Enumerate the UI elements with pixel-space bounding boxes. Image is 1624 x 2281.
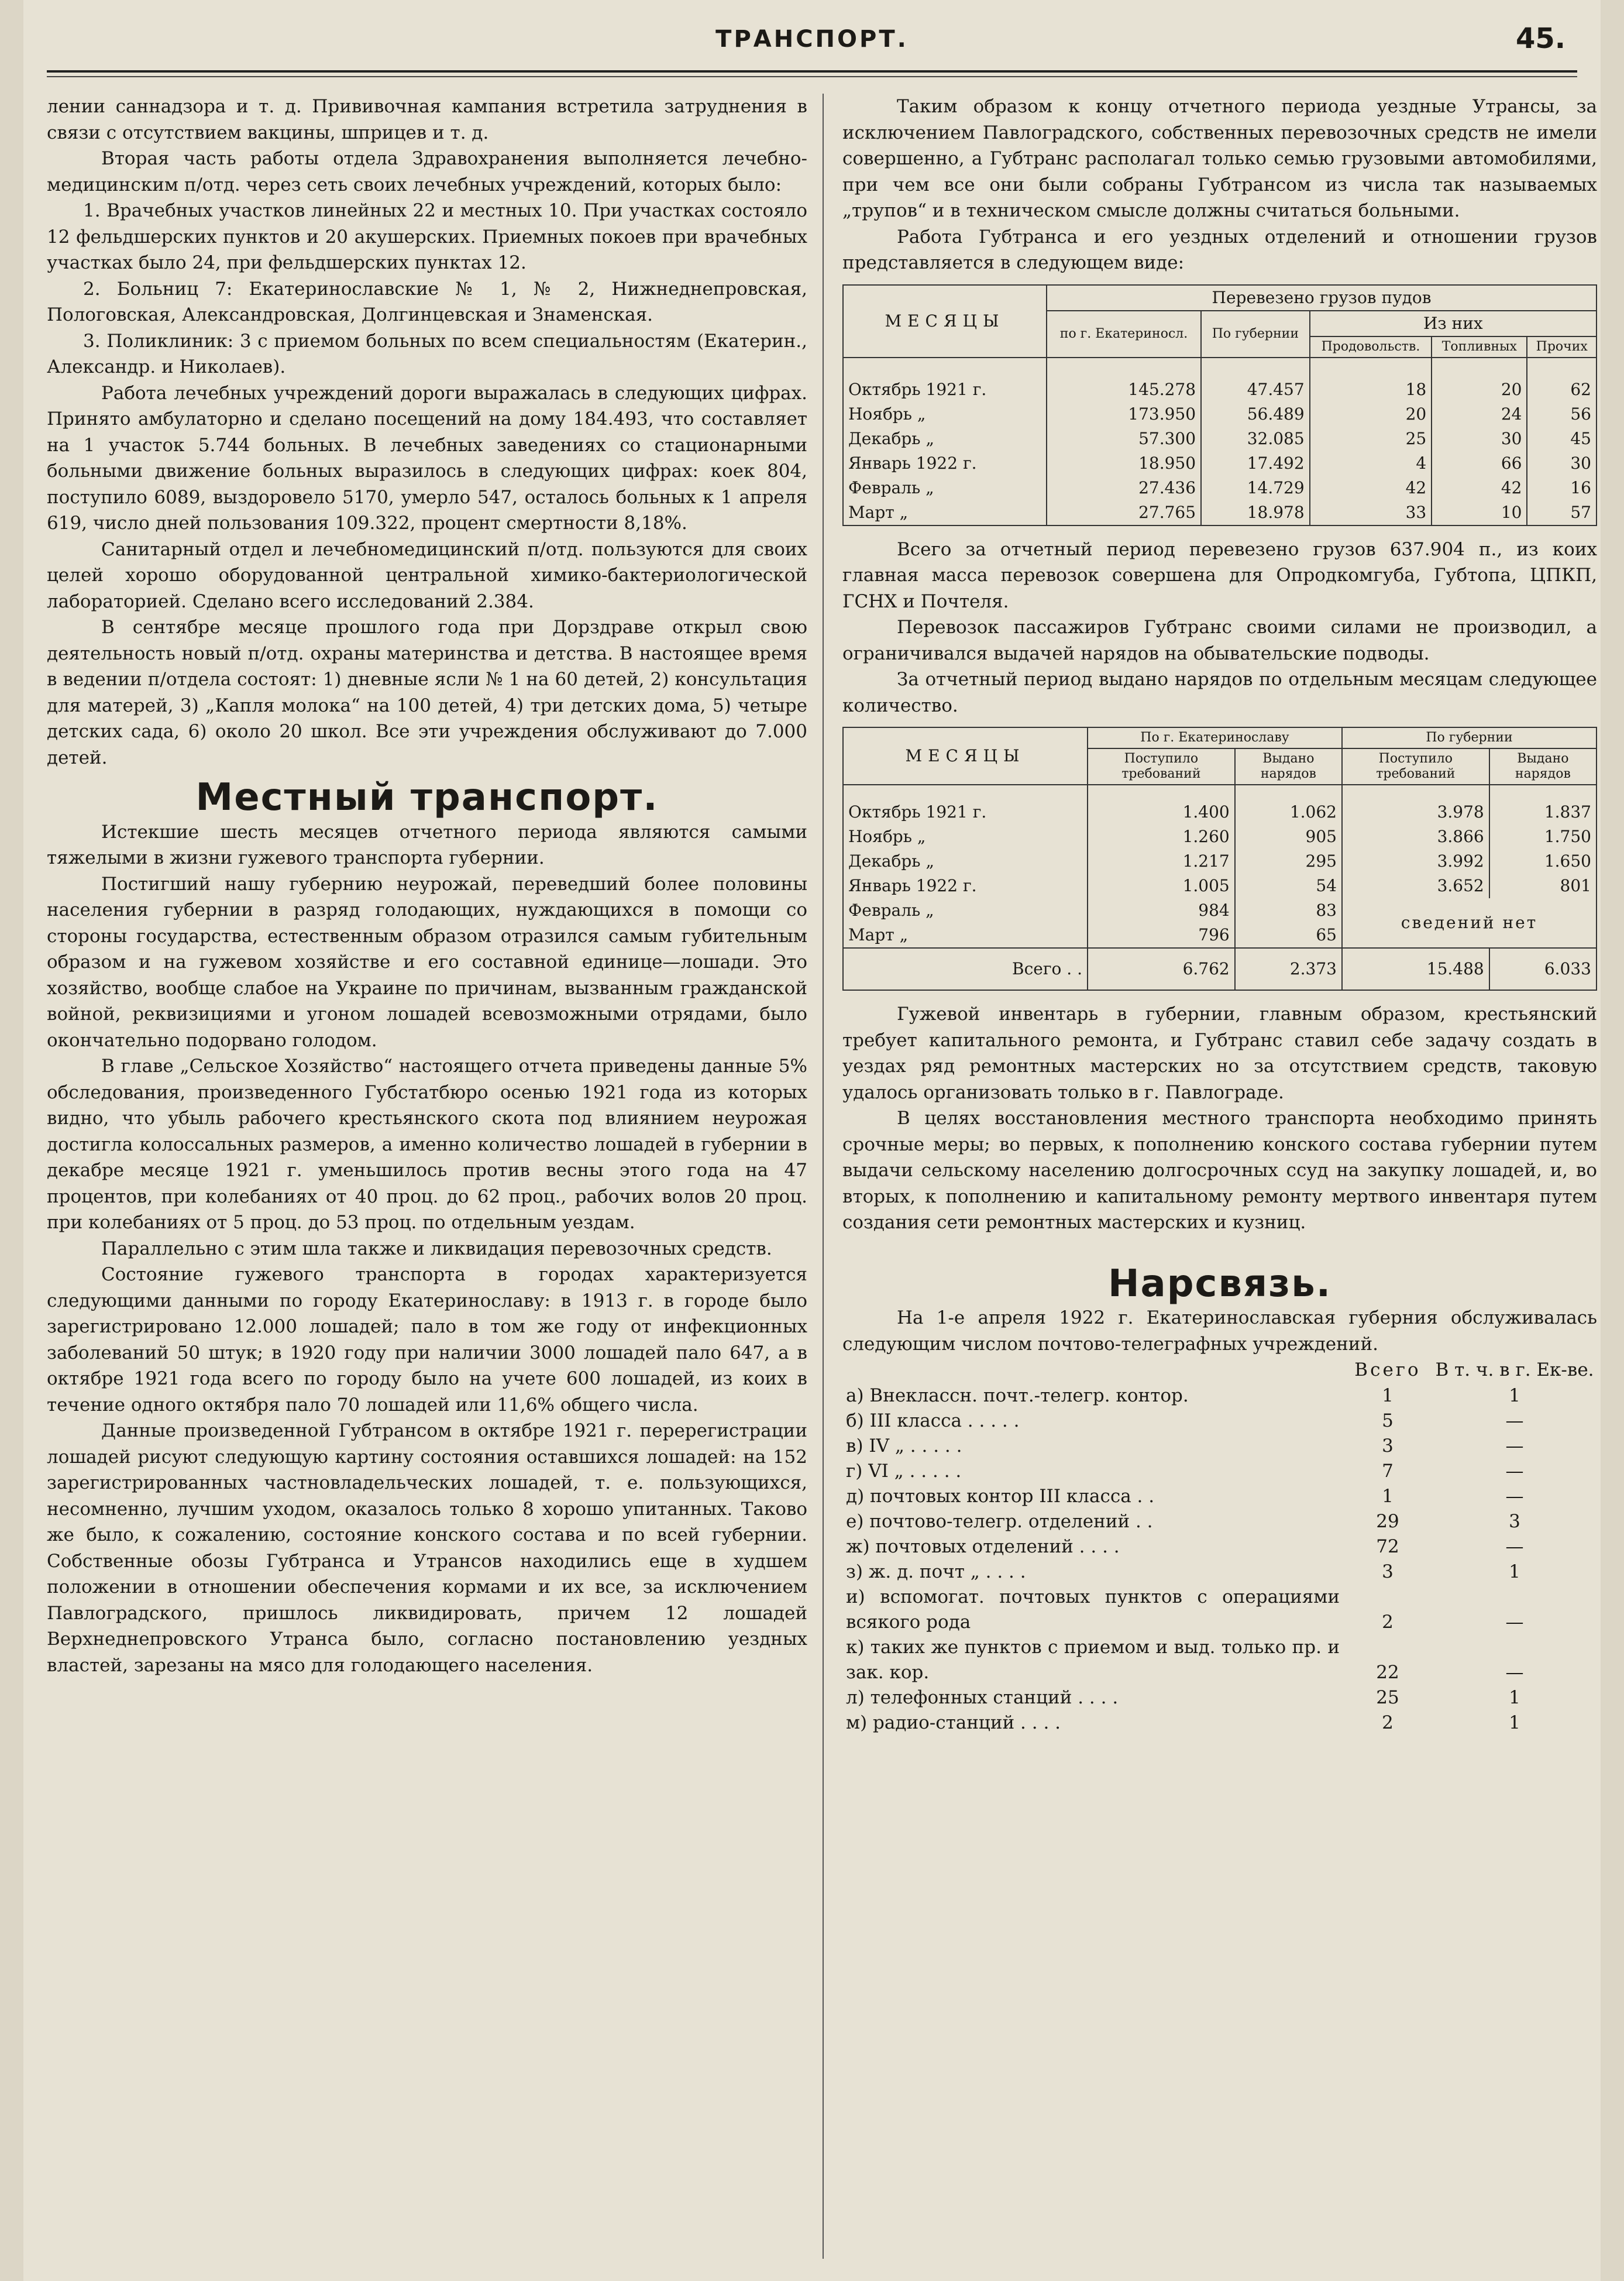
item-label: д) почтовых контор III класса . .	[846, 1486, 1155, 1507]
item-city: —	[1505, 1435, 1524, 1456]
table-cell: 3.978	[1342, 800, 1489, 825]
item-total: 3	[1382, 1435, 1394, 1456]
table-row	[843, 377, 1597, 402]
paragraph: Постигший нашу губернию неурожай, переведший более половины населения губернии в разряд голодающих, нуждающихся в помощи со стороны государства, естественным образом отразился самым губительным образом и на гужевом хозяйстве и его составной единице—лошади. Это хозяйство, вообще слабое на Украине по причинам, вызванным гражданской войной, реквизициями и угоном лошадей всевозможными отрядами, было окончательно подорвано голодом.	[47, 873, 807, 1051]
item-city: 1	[1509, 1687, 1520, 1708]
item-city: 3	[1509, 1511, 1520, 1532]
table-header: по г. Екатериносл.	[1047, 311, 1201, 358]
table-cell: 1.217	[1088, 849, 1235, 874]
table-header: В т. ч. в г. Ек-ве.	[1435, 1359, 1594, 1380]
table-header: Прочих	[1527, 336, 1597, 358]
table-header: По губернии	[1201, 311, 1310, 358]
page-number: 45.	[1515, 22, 1565, 55]
list-item	[842, 1710, 1597, 1736]
table-cell: 15.488	[1342, 948, 1489, 990]
item-label: е) почтово-телегр. отделений . .	[846, 1511, 1153, 1532]
table-cell: 3.992	[1342, 849, 1489, 874]
table-cell: 1.400	[1088, 800, 1235, 825]
paragraph: Работа лечебных учреждений дороги выражалась в следующих цифрах. Принято амбулаторно и сделано посещений на дому 184.493, что составляет на 1 участок 5.744 больных. В лечебных заведениях со стационарными больными движение больных выразилось в следующих цифрах: коек 804, поступило 6089, выздоровело 5170, умерло 547, осталось больных к 1 апреля 619, число дней пользования 109.322, процент смертности 8,18%.	[47, 382, 807, 534]
paragraph: Санитарный отдел и лечебномедицинский п/отд. пользуются для своих целей хорошо оборудованной центральной химико-бактериологической лабораторией. Сделано всего исследований 2.384.	[47, 538, 807, 612]
paragraph: На 1-е апреля 1922 г. Екатеринославская губерния обслуживалась следующим числом почтово-телеграфных учреждений.	[842, 1307, 1597, 1355]
cargo-table	[842, 284, 1597, 526]
table-cell: Ноябрь „	[843, 825, 1088, 849]
table-cell: Январь 1922 г.	[843, 874, 1088, 898]
table-header: Поступило требований	[1088, 748, 1235, 785]
table-cell: 32.085	[1201, 427, 1310, 451]
table-cell: 173.950	[1047, 402, 1201, 427]
item-total: 2	[1382, 1612, 1394, 1633]
table-header: Выдано нарядов	[1235, 748, 1342, 785]
table-cell: 25	[1310, 427, 1432, 451]
table-cell: 56.489	[1201, 402, 1310, 427]
table-row	[843, 898, 1597, 923]
paragraph: Параллельно с этим шла также и ликвидация перевозочных средств.	[101, 1238, 772, 1259]
list-item: 1. Врачебных участков линейных 22 и местных 10. При участках состояло 12 фельдшерских пунктов и 20 акушерских. Приемных покоев при врачебных участках было 24, при фельдшерских пунктах 12.	[47, 200, 807, 273]
paragraph: Состояние гужевого транспорта в городах характеризуется следующими данными по городу Екатеринославу: в 1913 г. в городе было зарегистрировано 12.000 лошадей; пало в том же году от инфекционных заболеваний 50 штук; в 1920 году при наличии 3000 лошадей пало 647, а в октябре 1921 года всего по городу было на учете 600 лошадей, из коих в течение одного октября пало 70 лошадей или 11,6% общего числа.	[47, 1264, 807, 1416]
paragraph: За отчетный период выдано нарядов по отдельным месяцам следующее количество.	[842, 669, 1597, 716]
section-heading-narsvyaz: Нарсвязь.	[1107, 1262, 1332, 1306]
list-item: 2. Больниц 7: Екатеринославские № 1, № 2, Нижнеднепровская, Пологовская, Александровская, Долгинцевская и Знаменская.	[47, 278, 807, 325]
paragraph: В целях восстановления местного транспорта необходимо принять срочные меры; во первых, к пополнению конского состава губернии путем выдачи сельскому населению долгосрочных ссуд на закупку лошадей, и, во вторых, к пополнению и капитальному ремонту мертвого инвентаря путем создания сети ремонтных мастерских и кузниц.	[842, 1108, 1597, 1233]
table-header: Топливных	[1432, 336, 1527, 358]
table-total-label: Всего . .	[843, 948, 1088, 990]
item-city: —	[1505, 1612, 1524, 1633]
table-row	[843, 402, 1597, 427]
table-header-months: МЕСЯЦЫ	[843, 285, 1047, 358]
item-city: —	[1505, 1536, 1524, 1557]
item-total: 3	[1382, 1561, 1394, 1582]
table-cell: 10	[1432, 500, 1527, 525]
list-item	[842, 1409, 1597, 1434]
item-label: к) таких же пунктов с приемом и выд. только пр. и зак. кор.	[846, 1637, 1340, 1683]
table-row	[843, 476, 1597, 500]
header-rule	[47, 70, 1577, 73]
table-cell: 45	[1527, 427, 1597, 451]
table-header: Всего	[1354, 1359, 1421, 1380]
table-cell: Март „	[843, 500, 1047, 525]
table-cell: 145.278	[1047, 377, 1201, 402]
item-city: —	[1505, 1486, 1524, 1507]
table-cell: 3.652	[1342, 874, 1489, 898]
table-cell: 83	[1235, 898, 1342, 923]
item-total: 1	[1382, 1385, 1394, 1406]
header-rule-thin	[47, 76, 1577, 77]
table-cell: 66	[1432, 451, 1527, 476]
item-total: 7	[1382, 1461, 1394, 1482]
table-cell: 57.300	[1047, 427, 1201, 451]
paragraph: Вторая часть работы отдела Здравохранения выполняется лечебно-медицинским п/отд. через сеть своих лечебных учреждений, которых было:	[47, 148, 807, 195]
left-column	[47, 94, 807, 1678]
table-cell: 42	[1310, 476, 1432, 500]
table-cell: Январь 1922 г.	[843, 451, 1047, 476]
table-cell: 14.729	[1201, 476, 1310, 500]
table-cell: 54	[1235, 874, 1342, 898]
item-total: 22	[1376, 1662, 1399, 1683]
table-cell: 27.436	[1047, 476, 1201, 500]
table-cell: 47.457	[1201, 377, 1310, 402]
table-cell: 4	[1310, 451, 1432, 476]
right-column	[842, 94, 1597, 1736]
table-cell: 62	[1527, 377, 1597, 402]
list-item	[842, 1635, 1597, 1685]
list-item	[842, 1685, 1597, 1710]
table-cell: 18.978	[1201, 500, 1310, 525]
table-cell: 17.492	[1201, 451, 1310, 476]
table-cell: 20	[1310, 402, 1432, 427]
table-cell: 65	[1235, 923, 1342, 948]
table-cell: 801	[1489, 874, 1597, 898]
running-title: ТРАНСПОРТ.	[715, 26, 909, 53]
table-cell: Февраль „	[843, 476, 1047, 500]
item-label: м) радио-станций . . . .	[846, 1712, 1061, 1733]
list-item	[842, 1434, 1597, 1459]
newspaper-page	[23, 0, 1601, 2281]
table-header-months: МЕСЯЦЫ	[843, 727, 1088, 785]
table-cell: 30	[1527, 451, 1597, 476]
item-city: —	[1505, 1461, 1524, 1482]
list-item	[842, 1383, 1597, 1409]
table-cell: 6.762	[1088, 948, 1235, 990]
table-cell: 57	[1527, 500, 1597, 525]
item-label: а) Внеклассн. почт.-телегр. контор.	[846, 1385, 1189, 1406]
table-cell: Декабрь „	[843, 849, 1088, 874]
list-item: 3. Поликлиник: 3 с приемом больных по всем специальностям (Екатерин., Александр. и Николаев).	[47, 330, 807, 377]
item-label: л) телефонных станций . . . .	[846, 1687, 1119, 1708]
list-item	[842, 1484, 1597, 1509]
table-cell: 1.005	[1088, 874, 1235, 898]
item-city: —	[1505, 1410, 1524, 1431]
table-row	[843, 427, 1597, 451]
list-item	[842, 1559, 1597, 1585]
no-data-note: сведений нет	[1342, 898, 1597, 948]
table-cell: 1.750	[1489, 825, 1597, 849]
item-total: 1	[1382, 1486, 1394, 1507]
item-label: в) IV „ . . . . .	[846, 1435, 962, 1456]
item-city: 1	[1509, 1712, 1520, 1733]
table-row	[843, 800, 1597, 825]
list-item	[842, 1459, 1597, 1484]
table-cell: 18	[1310, 377, 1432, 402]
table-header-group: По губернии	[1342, 727, 1597, 748]
table-header-group: По г. Екатеринославу	[1088, 727, 1342, 748]
table-cell: Октябрь 1921 г.	[843, 800, 1088, 825]
table-cell: 30	[1432, 427, 1527, 451]
item-label: и) вспомогат. почтовых пунктов с операциями всякого рода	[846, 1586, 1340, 1633]
table-cell: Октябрь 1921 г.	[843, 377, 1047, 402]
page-header	[47, 18, 1577, 64]
item-label: б) III класса . . . . .	[846, 1410, 1020, 1431]
table-cell: 1.062	[1235, 800, 1342, 825]
table-cell: Февраль „	[843, 898, 1088, 923]
table-cell: 1.650	[1489, 849, 1597, 874]
orders-table	[842, 727, 1597, 991]
table-row	[843, 825, 1597, 849]
item-total: 29	[1376, 1511, 1399, 1532]
table-cell: 18.950	[1047, 451, 1201, 476]
table-cell: 6.033	[1489, 948, 1597, 990]
paragraph: Данные произведенной Губтрансом в октябре 1921 г. перерегистрации лошадей рисуют следующую картину состояния оставшихся лошадей: на 152 зарегистрированных частновладельческих лошадей, т. е. пользующихся, несомненно, лучшим уходом, оказалось только 8 хорошо упитанных. Таково же было, к сожалению, состояние конского состава и по всей губернии. Собственные обозы Губтранса и Утрансов находились еще в худшем положении в отношении обеспечения кормами и их все, за исключением Павлоградского, пришлось ликвидировать, причем 12 лошадей Верхнеднепровского Утранса было, согласно постановлению уездных властей, зарезаны на мясо для голодающего населения.	[47, 1420, 807, 1676]
table-row	[843, 451, 1597, 476]
table-cell: 984	[1088, 898, 1235, 923]
list-item	[842, 1509, 1597, 1534]
table-header: Поступило требований	[1342, 748, 1489, 785]
item-total: 25	[1376, 1687, 1399, 1708]
item-total: 2	[1382, 1712, 1394, 1733]
table-cell: 1.260	[1088, 825, 1235, 849]
paragraph: В сентябре месяце прошлого года при Дорздраве открыл свою деятельность новый п/отд. охраны материнства и детства. В настоящее время в ведении п/отдела состоят: 1) дневные ясли № 1 на 60 детей, 2) консультация для матерей, 3) „Капля молока“ на 100 детей, 4) три детских дома, 5) четыре детских сада, 6) около 20 школ. Все эти учреждения обслуживают до 7.000 детей.	[47, 617, 807, 768]
column-divider	[823, 94, 824, 2259]
item-label: ж) почтовых отделений . . . .	[846, 1536, 1120, 1557]
paragraph: Всего за отчетный период перевезено грузов 637.904 п., из коих главная масса перевозок совершена для Опродкомгуба, Губтопа, ЦПКП, ГСНХ и Почтеля.	[842, 538, 1597, 612]
item-city: 1	[1509, 1561, 1520, 1582]
list-item	[842, 1534, 1597, 1559]
item-total: 72	[1376, 1536, 1399, 1557]
table-cell: 42	[1432, 476, 1527, 500]
table-total-row	[843, 948, 1597, 990]
paragraph: Работа Губтранса и его уездных отделений и отношении грузов представляется в следующем виде:	[842, 226, 1597, 273]
section-heading-local-transport: Местный транспорт.	[195, 776, 659, 819]
table-cell: 796	[1088, 923, 1235, 948]
table-cell: 56	[1527, 402, 1597, 427]
table-cell: Март „	[843, 923, 1088, 948]
table-row	[843, 500, 1597, 525]
item-label: г) VI „ . . . . .	[846, 1461, 962, 1482]
paragraph: В главе „Сельское Хозяйство“ настоящего отчета приведены данные 5% обследования, произведенного Губстатбюро осенью 1921 года из которых видно, что убыль рабочего крестьянского скота под влиянием неурожая достигла колоссальных размеров, а именно количество лошадей в губернии в декабре месяце 1921 г. уменьшилось против весны этого года на 47 процентов, при колебаниях от 40 проц. до 62 проц., рабочих волов 20 проц. при колебаниях от 5 проц. до 53 проц. по отдельным уездам.	[47, 1056, 807, 1233]
table-cell: 3.866	[1342, 825, 1489, 849]
table-cell: 27.765	[1047, 500, 1201, 525]
table-cell: 24	[1432, 402, 1527, 427]
table-cell: 33	[1310, 500, 1432, 525]
table-cell: 20	[1432, 377, 1527, 402]
table-row	[843, 874, 1597, 898]
item-total: 5	[1382, 1410, 1394, 1431]
table-row	[843, 849, 1597, 874]
table-header-group: Перевезено грузов пудов	[1047, 285, 1597, 311]
table-cell: 16	[1527, 476, 1597, 500]
paragraph: лении саннадзора и т. д. Прививочная кампания встретила затруднения в связи с отсутствием вакцины, шприцев и т. д.	[47, 96, 807, 143]
table-header: Выдано нарядов	[1489, 748, 1597, 785]
list-item	[842, 1585, 1597, 1635]
table-cell: 295	[1235, 849, 1342, 874]
item-city: 1	[1509, 1385, 1520, 1406]
table-cell: 2.373	[1235, 948, 1342, 990]
post-offices-table	[842, 1357, 1597, 1736]
table-cell: Декабрь „	[843, 427, 1047, 451]
paragraph: Гужевой инвентарь в губернии, главным образом, крестьянский требует капитального ремонта, и Губтранс ставил себе задачу создать в уездах ряд ремонтных мастерских но за отсутствием средств, таковую удалось организовать только в г. Павлограде.	[842, 1004, 1597, 1103]
table-header-subgroup: Из них	[1310, 311, 1597, 336]
table-cell: 1.837	[1489, 800, 1597, 825]
item-city: —	[1505, 1662, 1524, 1683]
table-cell: 905	[1235, 825, 1342, 849]
item-label: з) ж. д. почт „ . . . .	[846, 1561, 1026, 1582]
paragraph: Таким образом к концу отчетного периода уездные Утрансы, за исключением Павлоградского, собственных перевозочных средств не имели совершенно, а Губтранс располагал только семью грузовыми автомобилями, при чем все они были собраны Губтрансом из числа так называемых „трупов“ и в техническом смысле должны считаться больными.	[842, 96, 1597, 221]
table-header: Продовольств.	[1310, 336, 1432, 358]
paragraph: Перевозок пассажиров Губтранс своими силами не производил, а ограничивался выдачей нарядов на обывательские подводы.	[842, 617, 1597, 664]
table-cell: Ноябрь „	[843, 402, 1047, 427]
paragraph: Истекшие шесть месяцев отчетного периода являются самыми тяжелыми в жизни гужевого транспорта губернии.	[47, 821, 807, 868]
